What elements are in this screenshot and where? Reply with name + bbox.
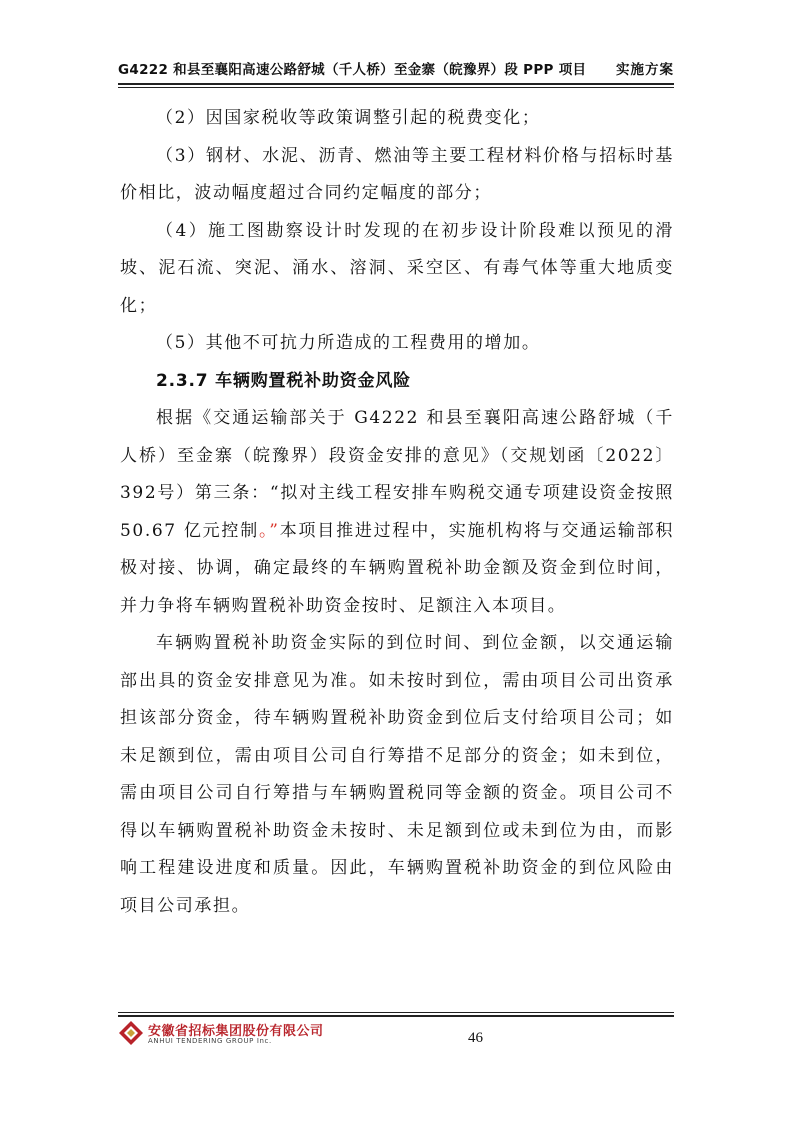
list-item: （2）因国家税收等政策调整引起的税费变化； xyxy=(156,108,541,128)
list-item: （5）其他不可抗力所造成的工程费用的增加。 xyxy=(156,333,541,353)
section-heading: 2.3.7 车辆购置税补助资金风险 xyxy=(156,370,411,391)
footer-rule-thin xyxy=(118,1012,674,1013)
list-item: （3）钢材、水泥、沥青、燃油等主要工程材料价格与招标时基价相比，波动幅度超过合同约定幅度的部分； xyxy=(120,145,674,203)
paragraph-text: 本项目推进过程中，实施机构将与交通运输部积极对接、协调，确定最终的车辆购置税补助金额及资金到位时间，并力争将车辆购置税补助资金按时、足额注入本项目。 xyxy=(120,520,674,616)
company-logo xyxy=(118,1018,338,1048)
page-header xyxy=(118,52,674,78)
page-body xyxy=(120,100,674,925)
company-name-en: ANHUI TENDERING GROUP Inc. xyxy=(148,1037,272,1045)
header-rule-thin xyxy=(118,87,674,88)
page-number: 46 xyxy=(468,1030,483,1046)
company-name-cn: 安徽省招标集团股份有限公司 xyxy=(148,1024,324,1039)
paragraph-text: 根据《交通运输部关于 G4222 和县至襄阳高速公路舒城（千人桥）至金寨（皖豫界）段资金安排的意见》（交规划函〔2022〕392号）第三条：“拟对主线工程安排车购税交通专项建设资金按照 50.67 亿元控制 xyxy=(120,408,674,541)
list-item: （4）施工图勘察设计时发现的在初步设计阶段难以预见的滑坡、泥石流、突泥、涌水、溶洞、采空区、有毒气体等重大地质变化； xyxy=(120,220,674,316)
header-title: G4222 和县至襄阳高速公路舒城（千人桥）至金寨（皖豫界）段 PPP 项目 xyxy=(118,62,587,78)
header-rule xyxy=(118,83,674,85)
paragraph xyxy=(120,400,674,625)
header-section: 实施方案 xyxy=(616,62,674,78)
paragraph-quote-close: 。” xyxy=(258,520,280,541)
footer-rule xyxy=(118,1015,674,1017)
paragraph: 车辆购置税补助资金实际的到位时间、到位金额，以交通运输部出具的资金安排意见为准。如未按时到位，需由项目公司出资承担该部分资金，待车辆购置税补助资金到位后支付给项目公司；如未足额到位，需由项目公司自行筹措不足部分的资金；如未到位，需由项目公司自行筹措与车辆购置税同等金额的资金。项目公司不得以车辆购置税补助资金未按时、未足额到位或未到位为由，而影响工程建设进度和质量。因此，车辆购置税补助资金的到位风险由项目公司承担。 xyxy=(120,633,674,916)
logo-mark-icon xyxy=(118,1020,144,1046)
